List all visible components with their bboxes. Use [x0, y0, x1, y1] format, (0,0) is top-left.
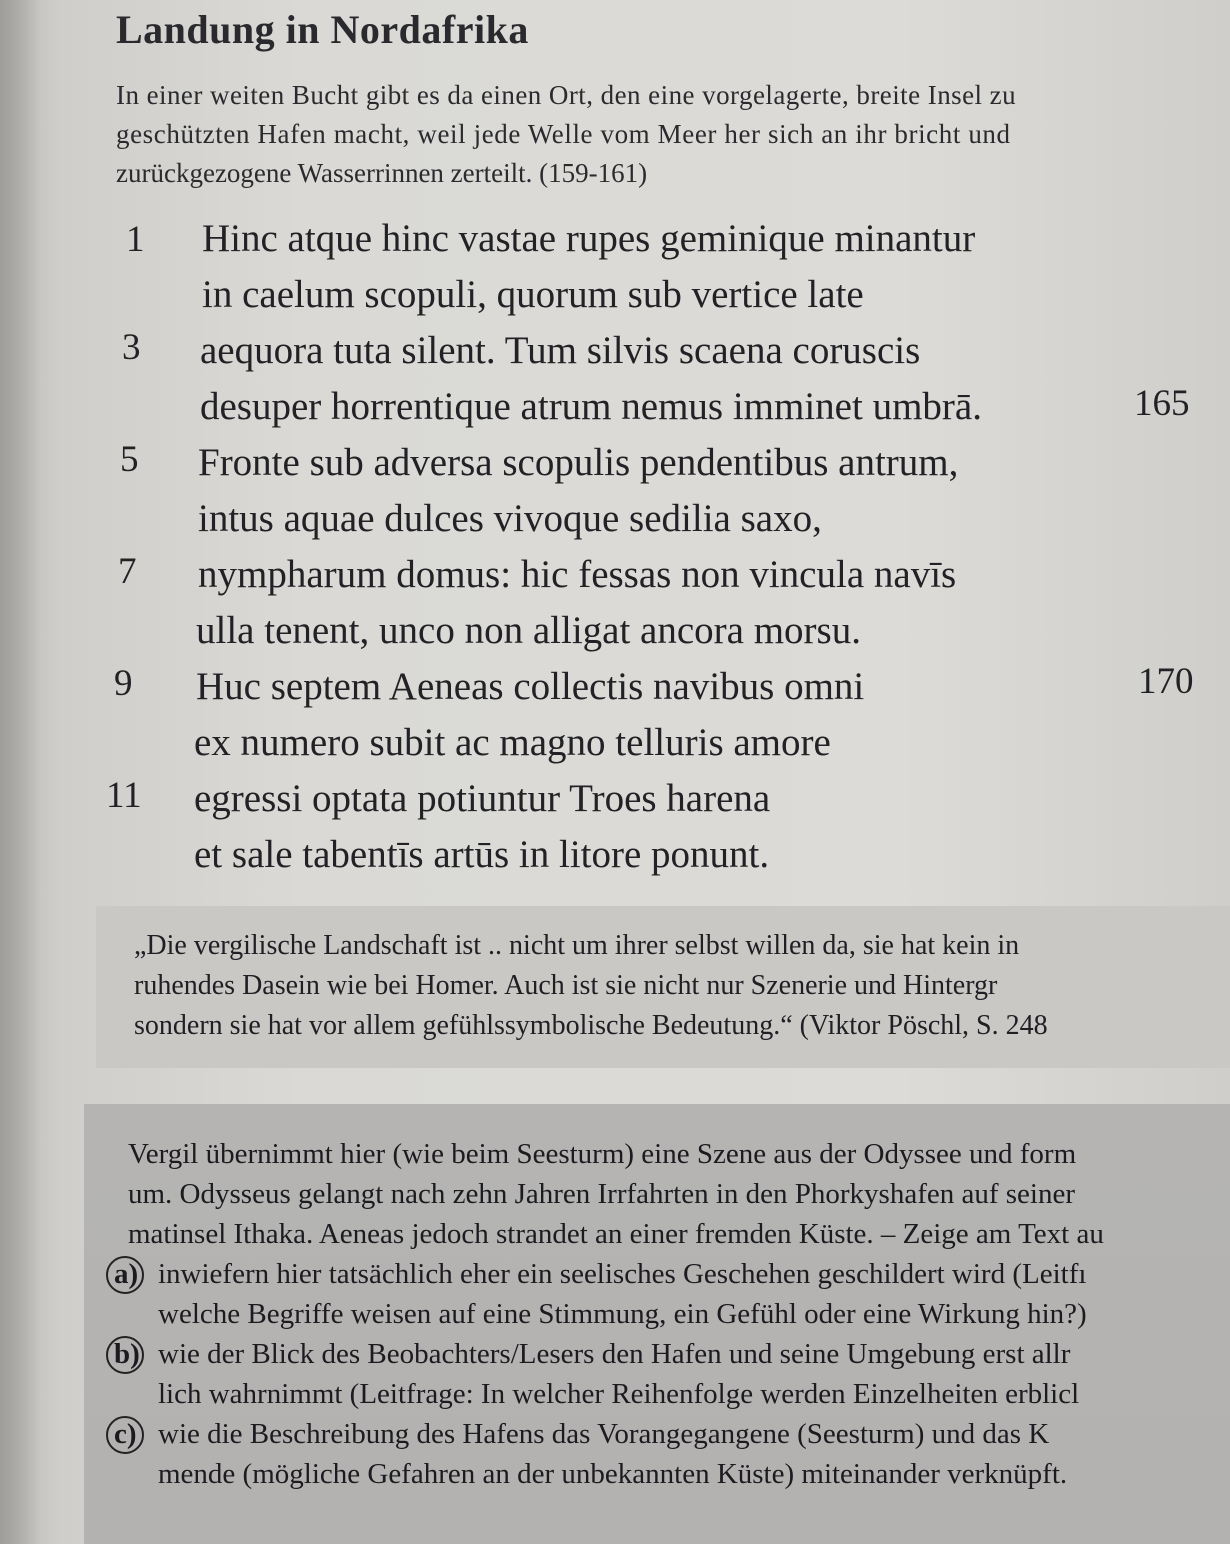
verse-line: ulla tenent, unco non alligat ancora morsu.	[196, 609, 861, 652]
verse-line: intus aquae dulces vivoque sedilia saxo,	[198, 497, 822, 540]
quote-line: ruhendes Dasein wie bei Homer. Auch ist sie nicht nur Szenerie und Hintergr	[134, 970, 998, 1001]
task-item-marker: c)	[114, 1418, 137, 1450]
verse-line: in caelum scopuli, quorum sub vertice late	[202, 273, 864, 316]
task-item-line: welche Begriffe weisen auf eine Stimmung, ein Gefühl oder eine Wirkung hin?)	[158, 1298, 1087, 1330]
task-item-line: wie der Blick des Beobachters/Lesers den Hafen und seine Umgebung erst allr	[158, 1338, 1071, 1370]
page-edge-shadow	[0, 0, 40, 1544]
task-item-line: wie die Beschreibung des Hafens das Vorangegangene (Seesturm) und das K	[158, 1418, 1050, 1450]
verse-number: 7	[118, 551, 137, 592]
task-item-marker: a)	[114, 1258, 139, 1290]
verse-line: nympharum domus: hic fessas non vincula navīs	[198, 553, 957, 596]
task-item-c	[114, 1414, 1230, 1494]
poeschl-quote	[134, 926, 1230, 1046]
page-title: Landung in Nordafrika	[116, 7, 529, 52]
verse-line: Huc septem Aeneas collectis navibus omni	[196, 665, 865, 708]
task-item-line: mende (mögliche Gefahren an der unbekannten Küste) miteinander verknüpft.	[158, 1458, 1068, 1490]
task-intro-line: um. Odysseus gelangt nach zehn Jahren Irrfahrten in den Phorkyshafen auf seiner	[128, 1178, 1076, 1210]
task-item-marker: b)	[114, 1338, 140, 1370]
task-item-line: lich wahrnimmt (Leitfrage: In welcher Reihenfolge werden Einzelheiten erblicl	[158, 1378, 1080, 1410]
verse-number: 11	[106, 775, 142, 816]
verse-line: ex numero subit ac magno telluris amore	[194, 721, 831, 764]
verse-line: Hinc atque hinc vastae rupes geminique minantur	[202, 217, 976, 260]
verse-line: desuper horrentique atrum nemus imminet umbrā.	[200, 385, 982, 428]
line-number: 170	[1138, 661, 1194, 702]
task-section	[114, 1134, 1230, 1494]
task-intro-line: Vergil übernimmt hier (wie beim Seesturm) eine Szene aus der Odyssee und form	[128, 1138, 1077, 1170]
quote-line: sondern sie hat vor allem gefühlssymbolische Bedeutung.“ (Viktor Pöschl, S. 248	[134, 1010, 1048, 1041]
verse-number: 1	[126, 219, 145, 260]
line-number: 165	[1134, 383, 1190, 424]
task-intro-line: matinsel Ithaka. Aeneas jedoch strandet an einer fremden Küste. – Zeige am Text au	[128, 1218, 1104, 1250]
quote-line: „Die vergilische Landschaft ist .. nicht um ihrer selbst willen da, sie hat kein in	[134, 930, 1020, 961]
intro-paragraph	[116, 76, 1196, 193]
verse-line: et sale tabentīs artūs in litore ponunt.	[194, 833, 770, 876]
intro-line: In einer weiten Bucht gibt es da einen Ort, den eine vorgelagerte, breite Insel zu	[116, 80, 1017, 110]
task-item-a	[114, 1254, 1230, 1334]
verse-line: egressi optata potiuntur Troes harena	[194, 777, 771, 820]
verse-line: Fronte sub adversa scopulis pendentibus antrum,	[198, 441, 959, 484]
verse-number: 9	[114, 663, 133, 704]
task-item-b	[114, 1334, 1230, 1414]
verse-number: 5	[120, 439, 139, 480]
verse-line: aequora tuta silent. Tum silvis scaena coruscis	[200, 329, 921, 372]
verse-number: 3	[122, 327, 141, 368]
task-item-line: inwiefern hier tatsächlich eher ein seelisches Geschehen geschildert wird (Leitfı	[158, 1258, 1087, 1290]
intro-line: zurückgezogene Wasserrinnen zerteilt. (159-161)	[116, 158, 648, 188]
intro-line: geschützten Hafen macht, weil jede Welle vom Meer her sich an ihr bricht und	[116, 119, 1011, 149]
